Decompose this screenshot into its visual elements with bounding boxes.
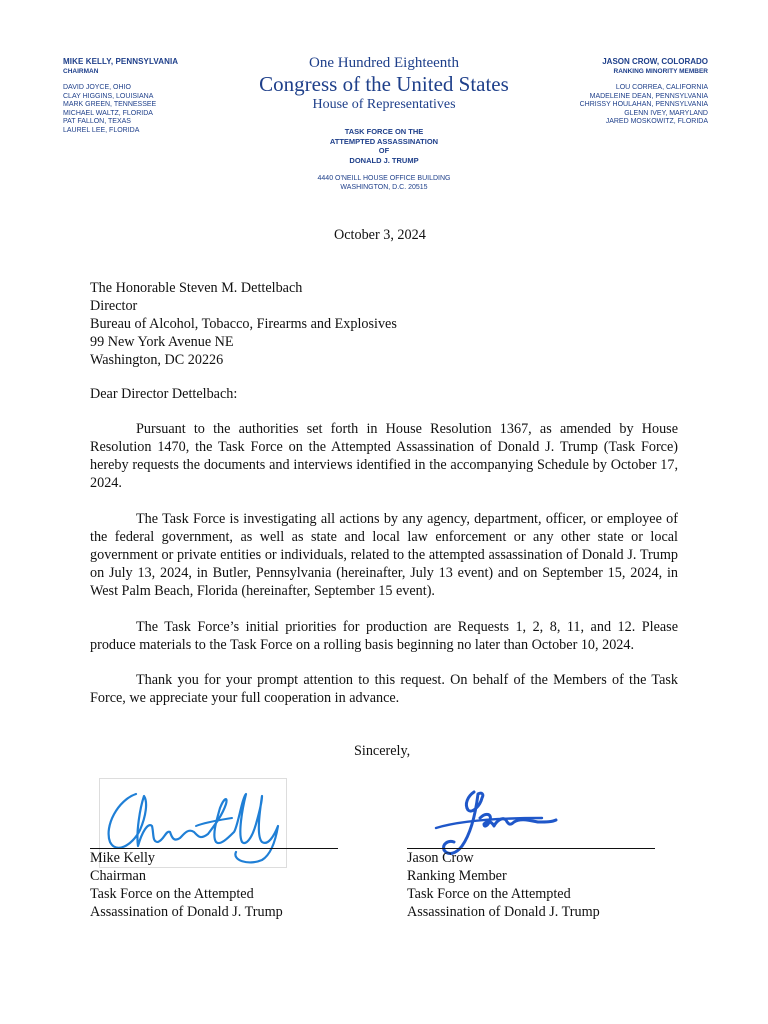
letter-date: October 3, 2024 (334, 227, 426, 243)
ranking-member-name: JASON CROW, COLORADO (602, 57, 708, 66)
signatory-line: Ranking Member (407, 868, 507, 884)
chairman-title: CHAIRMAN (63, 68, 99, 75)
task-force-line: OF (378, 146, 390, 155)
addressee-line: Bureau of Alcohol, Tobacco, Firearms and Explosives (90, 316, 397, 332)
addressee-line: 99 New York Avenue NE (90, 334, 234, 350)
letterhead-chairman-column (63, 57, 263, 135)
minority-member-list (488, 84, 708, 127)
task-force-line: DONALD J. TRUMP (349, 155, 419, 165)
member-name: CLAY HIGGINS, LOUISIANA (63, 92, 154, 100)
chairman-signature-block (90, 849, 283, 921)
signatory-line: Assassination of Donald J. Trump (90, 904, 283, 920)
addressee-block (90, 279, 397, 369)
signatory-line: Chairman (90, 868, 146, 884)
signatory-line: Assassination of Donald J. Trump (407, 904, 600, 920)
member-name: LOU CORREA, CALIFORNIA (615, 84, 708, 91)
ranking-member-signature-block (407, 849, 600, 921)
closing: Sincerely, (354, 743, 411, 759)
member-name: DAVID JOYCE, OHIO (63, 84, 131, 91)
congress-title: Congress of the United States (259, 72, 509, 96)
paragraph-text: The Task Force’s initial priorities for production are Requests 1, 2, 8, 11, and 12. Please produce materials to the Task Force on a rolling basis beginning no later than October 10, 2024. (90, 619, 678, 653)
member-name: PAT FALLON, TEXAS (63, 118, 131, 125)
congress-number: One Hundred Eighteenth (309, 55, 459, 71)
member-name: MARK GREEN, TENNESSEE (63, 101, 157, 108)
member-name: LAUREL LEE, FLORIDA (63, 126, 140, 134)
paragraph-text: Pursuant to the authorities set forth in House Resolution 1367, as amended by House Resolution 1470, the Task Force on the Attempted Assassination of Donald J. Trump (Task Force) hereby requests the documents and interviews identified in the accompanying Schedule by October 17, 2024. (90, 421, 678, 491)
member-name: MICHAEL WALTZ, FLORIDA (63, 109, 153, 117)
member-name: JARED MOSKOWITZ, FLORIDA (605, 118, 708, 125)
body-paragraph (90, 618, 678, 654)
office-address (234, 174, 534, 192)
signatory-line: Task Force on the Attempted (407, 886, 571, 902)
salutation: Dear Director Dettelbach: (90, 386, 238, 402)
member-name: CHRISSY HOULAHAN, PENNSYLVANIA (579, 101, 708, 108)
majority-member-list (63, 84, 263, 135)
addressee-line: The Honorable Steven M. Dettelbach (90, 280, 303, 296)
paragraph-text: The Task Force is investigating all actions by any agency, department, officer, or employee of the federal government, as well as state and local law enforcement or any other state or local government or private entities or individuals, related to the attempted assassination of Donald J. Trump on July 13, 2024, in Butler, Pennsylvania (hereinafter, July 13 event) and on September 15, 2024, in West Palm Beach, Florida (hereinafter, September 15 event). (90, 511, 678, 599)
signatory-line: Task Force on the Attempted (90, 886, 254, 902)
letterhead-ranking-member-column (488, 57, 708, 127)
address-line: WASHINGTON, D.C. 20515 (340, 184, 428, 191)
paragraph-text: Thank you for your prompt attention to this request. On behalf of the Members of the Task Force, we appreciate your full cooperation in advance. (90, 672, 678, 706)
member-name: MADELEINE DEAN, PENNSYLVANIA (589, 92, 708, 100)
addressee-line: Washington, DC 20226 (90, 352, 224, 368)
chairman-name: MIKE KELLY, PENNSYLVANIA (63, 57, 179, 66)
address-line: 4440 O'NEILL HOUSE OFFICE BUILDING (317, 175, 451, 182)
task-force-line: TASK FORCE ON THE (344, 127, 424, 136)
ranking-member-title: RANKING MINORITY MEMBER (613, 68, 708, 75)
body-paragraph (90, 671, 678, 707)
task-force-line: ATTEMPTED ASSASSINATION (329, 136, 439, 146)
task-force-name (234, 127, 534, 165)
signatory-line: Mike Kelly (90, 850, 156, 866)
addressee-line: Director (90, 298, 138, 314)
house-title: House of Representatives (312, 97, 456, 112)
body-paragraph (90, 510, 678, 600)
body-paragraph (90, 420, 678, 492)
signatory-line: Jason Crow (407, 850, 474, 866)
member-name: GLENN IVEY, MARYLAND (624, 109, 708, 117)
